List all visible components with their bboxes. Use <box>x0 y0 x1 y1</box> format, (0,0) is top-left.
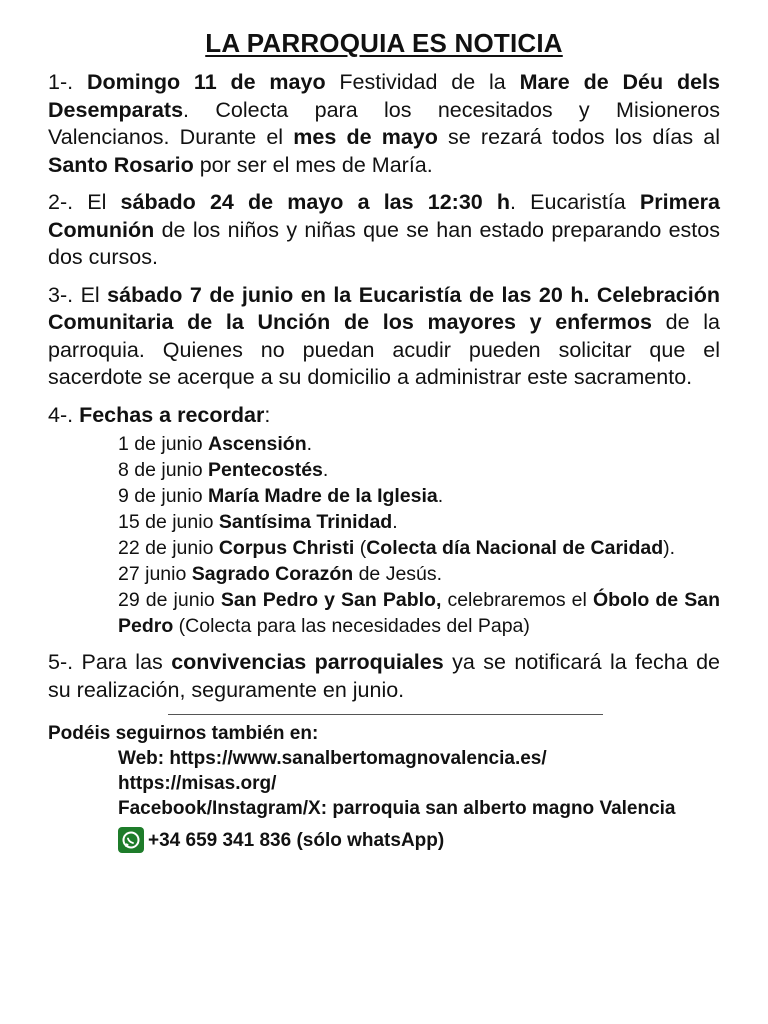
text-run <box>73 70 87 94</box>
text-run: 22 de junio <box>118 537 219 559</box>
text-run: por ser el mes de María. <box>193 152 433 177</box>
text-run: . <box>392 511 398 533</box>
bold-text: Primera Comunión <box>48 190 720 242</box>
dates-list <box>118 431 720 639</box>
bold-text: Mare de Déu dels Desemparats <box>48 70 720 122</box>
announcement-2 <box>48 189 720 272</box>
date-row <box>118 561 720 587</box>
bold-text: Fechas a recordar <box>79 402 265 427</box>
text-run: El <box>73 282 108 307</box>
text-run: ( <box>354 537 367 559</box>
text-run: Festividad de la <box>325 70 520 94</box>
announcement-4 <box>48 402 720 430</box>
text-run: celebraremos el <box>441 589 593 611</box>
text-run: de los niños y niñas que se han estado preparando estos dos cursos. <box>48 217 720 269</box>
divider <box>168 714 603 715</box>
bold-text: María Madre de la Iglesia <box>208 485 438 507</box>
item-number: 3-. <box>48 282 74 307</box>
item-number: 1-. <box>48 70 74 94</box>
text-run: . <box>306 433 313 455</box>
text-run: : <box>264 402 271 427</box>
text-run: ). <box>663 537 676 559</box>
text-run: . <box>437 485 444 507</box>
announcement-5 <box>48 649 720 704</box>
text-run: 15 de junio <box>118 511 219 533</box>
text-run: ya se notificará la fecha de su realización, seguramente en junio. <box>48 650 720 702</box>
bold-text: Óbolo de San Pedro <box>118 589 720 637</box>
text-run: . Colecta para los necesitados y Misioneros Valencianos. Durante el <box>48 97 720 149</box>
text-run: se rezará todos los días al <box>437 125 720 149</box>
bold-text: Ascensión <box>208 433 307 455</box>
text-run: 29 de junio <box>118 589 221 611</box>
follow-heading: Podéis seguirnos también en: <box>48 723 319 744</box>
item-number: 5-. <box>48 650 74 674</box>
text-run: (Colecta para las necesidades del Papa) <box>173 615 530 637</box>
bold-text: Pentecostés <box>208 459 323 481</box>
whatsapp-contact[interactable] <box>118 827 720 853</box>
text-run: El <box>73 190 121 214</box>
text-run: . Eucaristía <box>510 190 640 214</box>
announcement-1 <box>48 69 720 179</box>
bold-text: Colecta día Nacional de Caridad <box>366 537 664 559</box>
bold-text: sábado 24 de mayo a las 12:30 h <box>120 190 511 214</box>
announcement-3 <box>48 282 720 392</box>
text-run: 27 junio <box>118 563 192 585</box>
bold-text: sábado 7 de junio en la Eucaristía de las 20 h. Celebración Comunitaria de la Unción de los mayores y enfermos <box>48 282 720 334</box>
date-row <box>118 483 720 509</box>
bold-text: Santo Rosario <box>48 152 194 177</box>
website-link[interactable]: Web: https://www.sanalbertomagnovalencia.es/ <box>118 748 547 769</box>
bold-text: convivencias parroquiales <box>171 650 444 674</box>
misas-link[interactable]: https://misas.org/ <box>118 773 277 794</box>
text-run: Para las <box>73 650 172 674</box>
date-row <box>118 457 720 483</box>
announcement-list <box>48 69 720 429</box>
contact-section <box>48 721 720 853</box>
text-run: de la parroquia. Quienes no puedan acudir pueden solicitar que el sacerdote se acerque a su domicilio a administrar este sacramento. <box>48 310 720 389</box>
whatsapp-number: +34 659 341 836 (sólo whatsApp) <box>148 829 445 851</box>
date-row <box>118 431 720 457</box>
whatsapp-icon <box>118 827 144 853</box>
text-run: de Jesús. <box>353 563 443 585</box>
bold-text: mes de mayo <box>293 125 438 149</box>
bold-text: Corpus Christi <box>218 537 355 559</box>
text-run: 9 de junio <box>118 485 208 507</box>
text-run: 8 de junio <box>118 459 208 481</box>
text-run: . <box>322 459 329 481</box>
date-row <box>118 535 720 561</box>
bold-text: Santísima Trinidad <box>218 511 393 533</box>
social-media-line: Facebook/Instagram/X: parroquia san alberto magno Valencia <box>118 798 676 819</box>
bold-text: Domingo 11 de mayo <box>86 70 326 94</box>
date-row <box>118 509 720 535</box>
text-run: 1 de junio <box>118 433 208 455</box>
item-number: 4-. <box>48 402 74 427</box>
date-row <box>118 587 720 639</box>
notice-page <box>48 28 720 853</box>
page-title: LA PARROQUIA ES NOTICIA <box>205 28 563 58</box>
item-number: 2-. <box>48 190 74 214</box>
bold-text: San Pedro y San Pablo, <box>220 589 442 611</box>
bold-text: Sagrado Corazón <box>191 563 354 585</box>
